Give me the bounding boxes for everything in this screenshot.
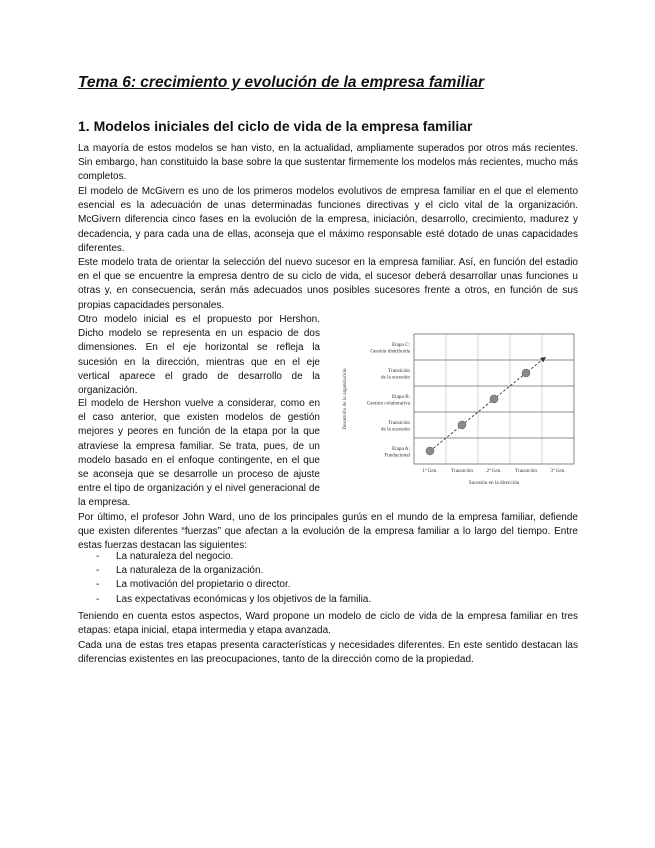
y-axis-title: Desarrollo de la organización — [342, 368, 348, 430]
data-point — [522, 369, 530, 377]
x-tick-label: Transición — [450, 468, 474, 474]
paragraph-7: Teniendo en cuenta estos aspectos, Ward propone un modelo de ciclo de vida de la empresa familiar en tres etapas: etapa inicial, etapa intermedia y etapa avanzada. — [78, 611, 578, 637]
y-tick-label: Transición de la sucesión — [380, 368, 410, 381]
y-tick-label: Transición de la sucesión — [380, 420, 410, 433]
paragraph-8: Cada una de estas tres etapas presenta características y necesidades diferentes. En este sentido destacan las diferencias existentes en las preocupaciones, tanto de la dirección como de la propiedad. — [78, 640, 578, 666]
list-item — [78, 564, 578, 578]
section-heading: 1. Modelos iniciales del ciclo de vida de la empresa familiar — [78, 118, 473, 134]
x-tick-label: 3ª Gen. — [550, 468, 566, 474]
data-point — [490, 395, 498, 403]
hershon-model-figure — [334, 330, 576, 490]
hershon-chart — [334, 330, 576, 490]
paragraph-2: El modelo de McGivern es uno de los primeros modelos evolutivos de empresa familiar en el que el elemento esencial es la adecuación de unas determinadas funciones directivas y el ciclo vital de la organización. McGivern diferencia cinco fases en la evolución de la empresa, iniciación, desarrollo, crecimiento, madurez y decadencia, y para cada una de ellas, aconseja que el máximo responsable esté dotado de unas capacidades diferentes. — [78, 186, 578, 254]
paragraph-4: Otro modelo inicial es el propuesto por Hershon. Dicho modelo se representa en un espacio de dos dimensiones. En el eje horizontal se refleja la sucesión en la dirección, mientras que en el eje vertical aparece el grado de desarrollo de la organización. — [78, 314, 320, 397]
bullet-dash: - — [96, 565, 100, 577]
y-tick-label: Etapa B: Gestión colaborativa — [366, 394, 410, 407]
x-axis-title: Sucesión en la dirección — [468, 480, 520, 486]
force-text: La naturaleza del negocio. — [116, 551, 234, 562]
force-text: La motivación del propietario o director. — [116, 579, 291, 591]
data-point — [458, 421, 466, 429]
paragraph-1: La mayoría de estos modelos se han visto, en la actualidad, ampliamente superados por otros más recientes. Sin embargo, han constituido la base sobre la que sustentar firmemente los modelos más recientes, mucho más completos. — [78, 143, 578, 183]
list-item — [78, 593, 578, 607]
list-item — [78, 550, 578, 564]
paragraph-5: El modelo de Hershon vuelve a considerar, como en el caso anterior, que existen modelos de gestión mejores y peores en función de la etapa por la que atraviese la empresa familiar. Se trata, pues, de un modelo basado en el enfoque contingente, en el que se aconseja que se desarrolle un proceso de ajuste entre el tipo de organización y el nivel generacional de la empresa. — [78, 398, 320, 509]
x-tick-label: Transición — [514, 468, 538, 474]
list-item — [78, 578, 578, 592]
paragraph-6: Por último, el profesor John Ward, uno de los principales gurús en el mundo de la empresa familiar, defiende que existen diferentes “fuerzas” que afectan a la evolución de la empresa familiar a lo largo del tiempo. Entre estas fuerzas destacan las siguientes: — [78, 512, 578, 552]
paragraph-3: Este modelo trata de orientar la selección del nuevo sucesor en la empresa familiar. Así, en función del estadio en el que se encuentre la empresa dentro de su ciclo de vida, el sucesor deberá desarrollar unas funciones u otras y, en consecuencia, serán más adecuados unos posibles sucesores frente a otros, en función de sus propias capacidades personales. — [78, 257, 578, 311]
data-point — [426, 447, 434, 455]
x-tick-label: 1ª Gen. — [422, 468, 438, 474]
bullet-dash: - — [96, 579, 100, 591]
bullet-dash: - — [96, 593, 100, 605]
force-text: Las expectativas económicas y los objetivos de la familia. — [116, 593, 372, 605]
x-tick-label: 2ª Gen. — [486, 468, 502, 474]
y-tick-label: Etapa C: Gestión distribuida — [370, 342, 410, 355]
y-tick-label: Etapa A: Fundacional — [384, 446, 410, 459]
force-text: La naturaleza de la organización. — [116, 565, 264, 577]
document-title: Tema 6: crecimiento y evolución de la empresa familiar — [78, 74, 485, 91]
bullet-dash: - — [96, 551, 100, 562]
forces-list — [78, 550, 578, 607]
